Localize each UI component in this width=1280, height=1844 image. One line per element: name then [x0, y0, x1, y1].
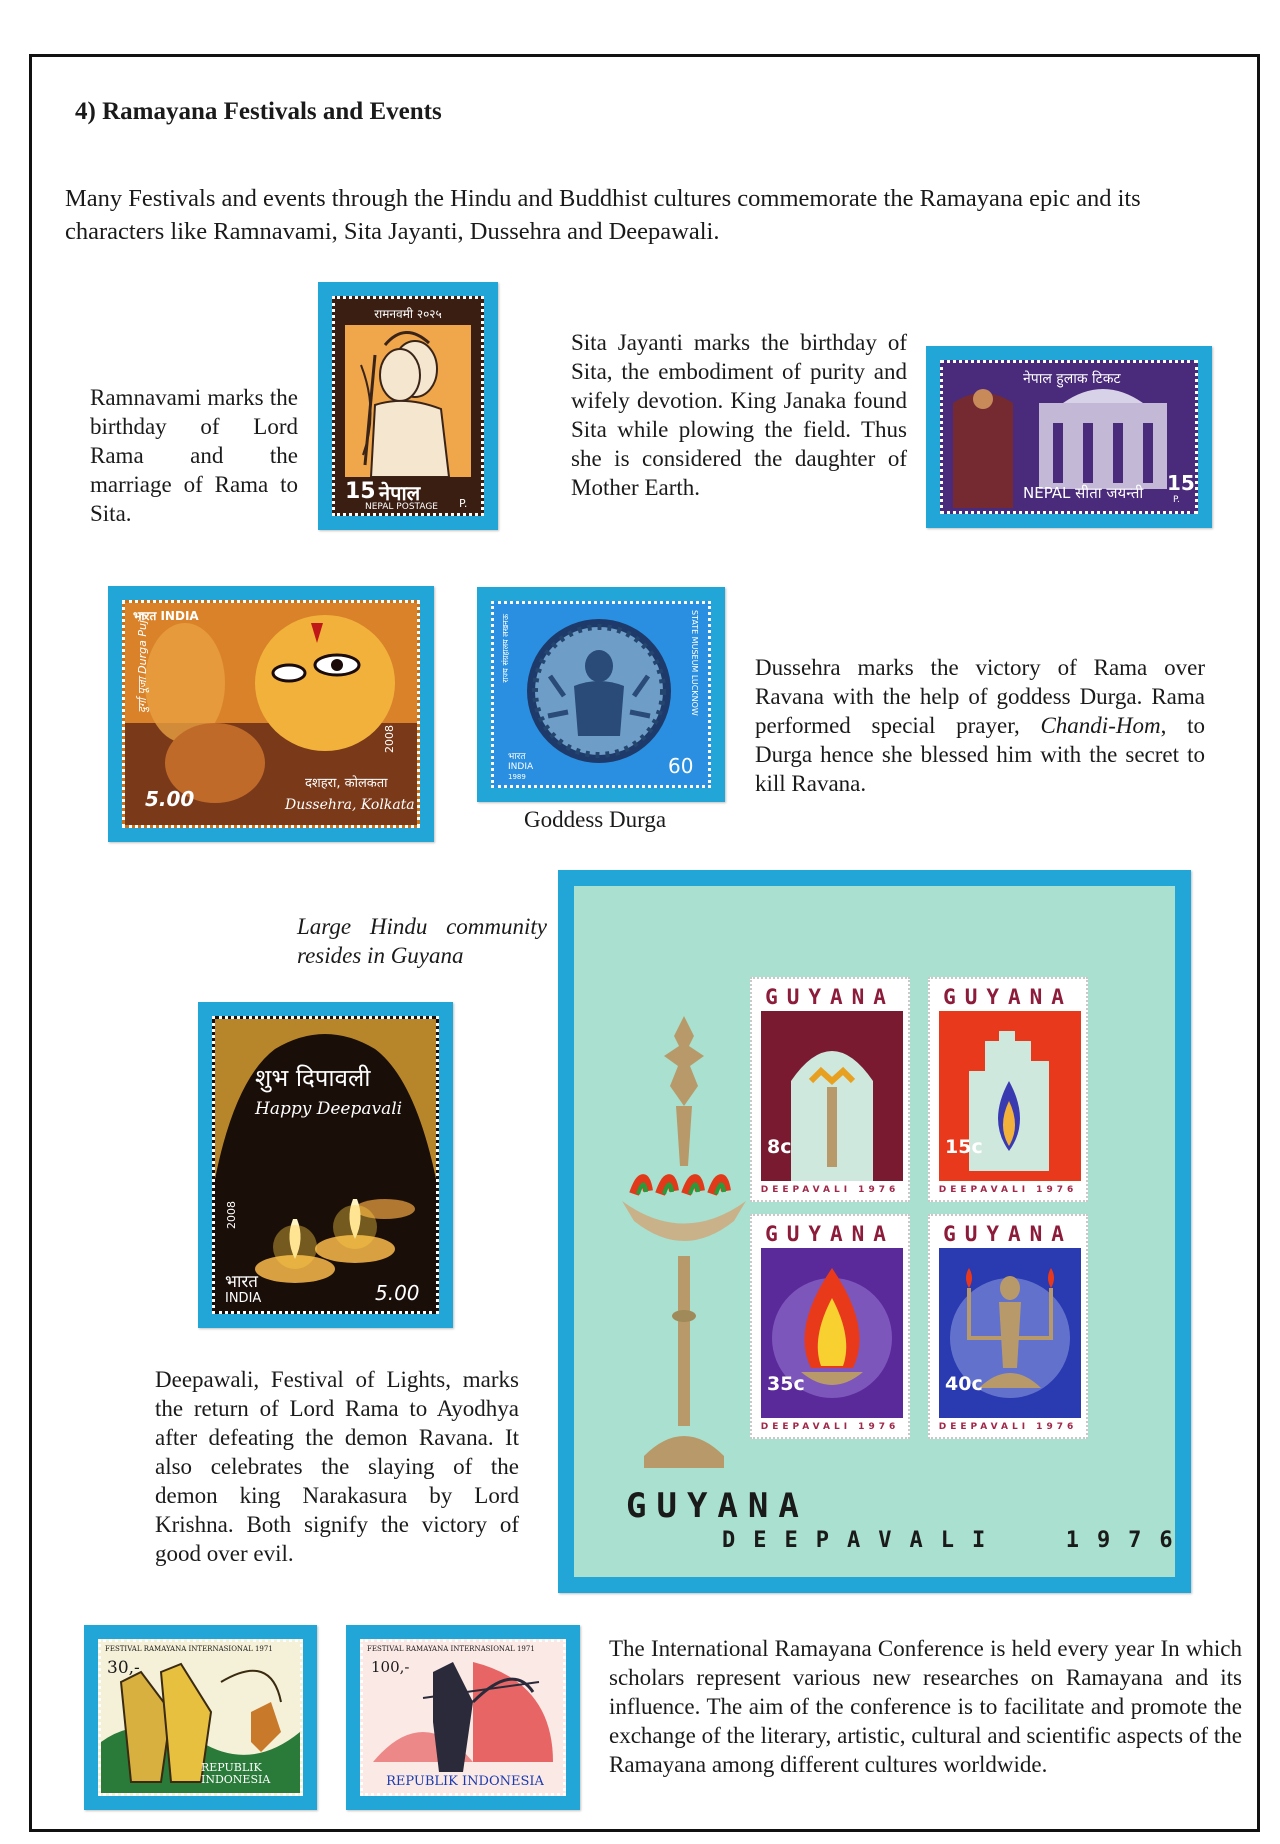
rama-sita-figure	[345, 325, 471, 477]
stamp-p: P.	[459, 497, 468, 510]
stamp-value: 40c	[945, 1373, 983, 1395]
stamp-country: भारत INDIA	[508, 752, 534, 772]
sheet-subtitle: DEEPAVALI 1976	[722, 1528, 1191, 1553]
dussehra-stamp-face	[122, 600, 420, 828]
guyana-sheet	[558, 870, 1191, 1593]
stamp-year: 1989	[508, 773, 526, 781]
durga-caption: Goddess Durga	[524, 807, 667, 832]
stamp-postage: NEPAL POSTAGE	[365, 502, 438, 512]
guyana-sheet-face	[574, 886, 1191, 1577]
stamp-side-text-hindi: राज्य संग्रहालय लखनऊ	[501, 614, 510, 683]
stamp-value: 15	[345, 479, 376, 504]
stamp-country: INDIA	[225, 1291, 262, 1306]
sita-text: Sita Jayanti marks the birthday of Sita, the embodiment of purity and wifely devotion. King Janaka found Sita while plowing the field. Thus she is considered the daughter of Mother Earth.	[571, 330, 907, 500]
conference-text: The International Ramayana Conference is held every year In which scholars represent various new researches on Ramayana and its influence. The aim of the conference is to facilitate and promote the exchange of the literary, artistic, cultural and scientific aspects of the Ramayana among different cultures worldwide.	[609, 1636, 1242, 1777]
stamp-footer: DEEPAVALI 1976	[938, 1422, 1078, 1432]
indonesia-stamp-100	[346, 1625, 580, 1810]
stamp-year: 2008	[225, 1201, 238, 1229]
stamp-side-text: दुर्गा पूजा Durga Puja	[136, 613, 149, 713]
dussehra-stamp	[108, 586, 434, 842]
stamp-top-text: FESTIVAL RAMAYANA INTERNASIONAL 1971	[105, 1645, 273, 1653]
durga-coin-stamp-face	[491, 601, 711, 788]
intro-paragraph: Many Festivals and events through the Hindu and Buddhist cultures commemorate the Ramayana epic and its characters like Ramnavami, Sita Jayanti, Dussehra and Deepawali.	[65, 185, 1141, 245]
stamp-country: GUYANA	[765, 1222, 895, 1246]
stamp-title-hindi: शुभ दिपावली	[255, 1064, 371, 1092]
stamp-title: Happy Deepavali	[255, 1099, 403, 1119]
dussehra-text-part-a: Dussehra marks the victory of Rama over Ravana with the help of goddess Durga. Rama performed special prayer,	[755, 655, 1205, 738]
stamp-country: GUYANA	[765, 985, 895, 1009]
stamp-country: NEPAL सीता जयन्ती	[1023, 484, 1144, 502]
durga-coin-stamp	[477, 587, 725, 802]
ramnavami-stamp-face	[332, 296, 484, 516]
stamp-city-hindi: दशहरा, कोलकता	[305, 776, 388, 791]
stamp-top-text: नेपाल हुलाक टिकट	[1023, 371, 1121, 387]
dussehra-text	[755, 653, 1205, 798]
oil-lamp-stand-art	[614, 1016, 754, 1476]
stamp-value: 15	[1167, 471, 1195, 495]
ramnavami-stamp	[318, 282, 498, 530]
guyana-stamp-40c	[928, 1214, 1088, 1439]
indonesia-stamp-30	[84, 1625, 317, 1810]
sita-stamp	[926, 346, 1212, 528]
indonesia-stamp-100-face	[360, 1639, 566, 1796]
stamp-city: Dussehra, Kolkata	[285, 797, 415, 813]
stamp-value: 5.00	[375, 1281, 420, 1305]
guyana-stamp-8c	[750, 977, 910, 1202]
stamp-value: 8c	[767, 1136, 792, 1158]
section-heading: 4) Ramayana Festivals and Events	[75, 98, 442, 125]
stamp-country: GUYANA	[943, 985, 1073, 1009]
ramnavami-text: Ramnavami marks the birthday of Lord Rama and the marriage of Rama to Sita.	[90, 385, 298, 526]
stamp-p: P.	[1173, 495, 1180, 505]
stamp-value: 15c	[945, 1136, 983, 1158]
stamp-country: नेपाल	[379, 481, 421, 505]
stamp-country: REPUBLIK INDONESIA	[386, 1774, 544, 1789]
guyana-stamp-15c	[928, 977, 1088, 1202]
deepavali-stamp	[198, 1002, 453, 1328]
stamp-country-hindi: भारत	[225, 1272, 258, 1292]
deepavali-text: Deepawali, Festival of Lights, marks the return of Lord Rama to Ayodhya after defeating the demon Ravana. It also celebrates the slaying of the demon king Narakasura by Lord Krishna. Both signify the victory of good over evil.	[155, 1367, 519, 1566]
dussehra-text-part-b: , to Durga hence she blessed him with the secret to kill Ravana.	[755, 713, 1205, 796]
stamp-footer: DEEPAVALI 1976	[760, 1185, 900, 1195]
stamp-side-text: STATE MUSEUM LUCKNOW	[690, 610, 699, 716]
stamp-value: 60	[668, 754, 694, 778]
stamp-footer: DEEPAVALI 1976	[938, 1185, 1078, 1195]
stamp-footer: DEEPAVALI 1976	[760, 1422, 900, 1432]
stamp-value: 100,-	[371, 1658, 410, 1676]
stamp-value: 30,-	[107, 1658, 140, 1678]
indonesia-stamp-30-face	[98, 1639, 303, 1796]
stamp-country: REPUBLIK INDONESIA	[201, 1761, 271, 1786]
durga-coin-art	[524, 616, 674, 766]
stamp-value: 5.00	[145, 787, 195, 811]
deepavali-stamp-face	[212, 1016, 439, 1314]
guyana-note: Large Hindu community resides in Guyana	[297, 914, 547, 968]
stamp-top-text: FESTIVAL RAMAYANA INTERNASIONAL 1971	[367, 1645, 535, 1653]
sita-stamp-face	[940, 360, 1198, 514]
stamp-country: भारत INDIA	[133, 609, 199, 623]
stamp-year: 2008	[383, 725, 396, 753]
stamp-country: GUYANA	[943, 1222, 1073, 1246]
stamp-value: 35c	[767, 1373, 805, 1395]
stamp-top-text: रामनवमी २०२५	[374, 307, 442, 321]
guyana-stamp-35c	[750, 1214, 910, 1439]
sheet-title: GUYANA	[626, 1486, 809, 1526]
dussehra-text-italic: Chandi-Hom	[1040, 713, 1161, 738]
